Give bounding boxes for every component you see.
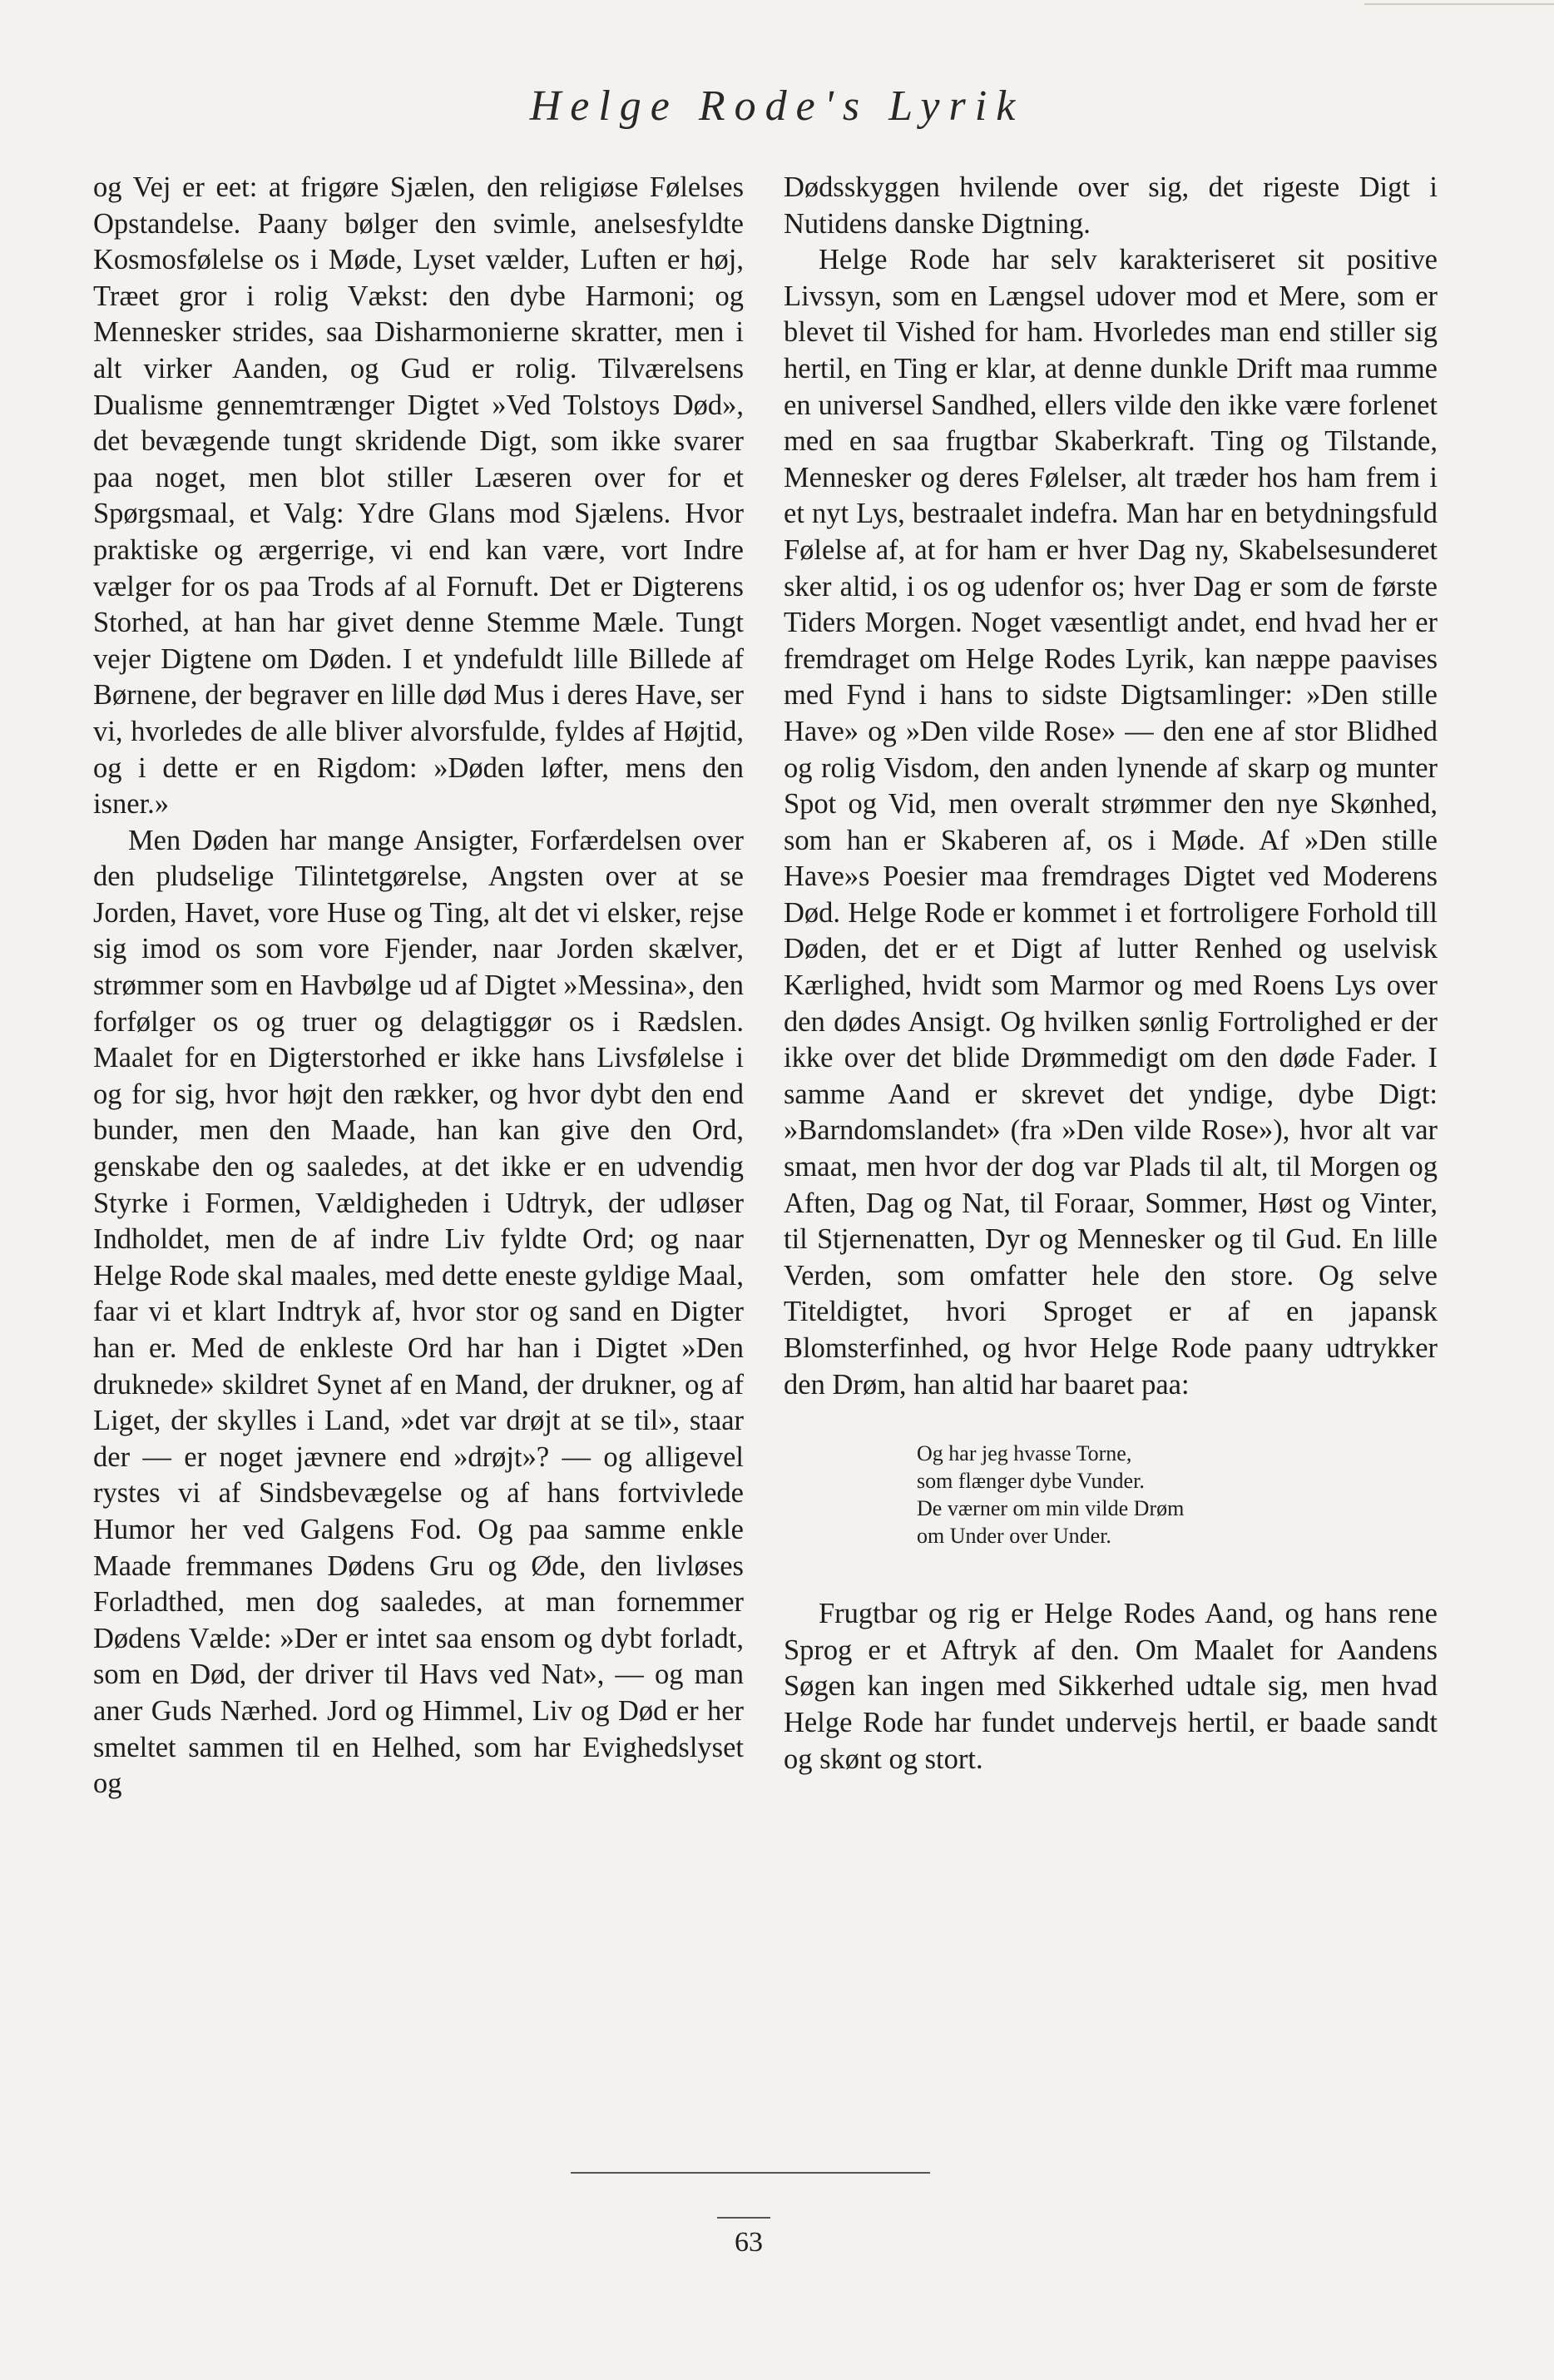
running-title: Helge Rode's Lyrik xyxy=(529,82,1025,130)
left-column xyxy=(93,170,744,1802)
poem-line: De værner om min vilde Drøm xyxy=(917,1496,1185,1521)
poem-line: Og har jeg hvasse Torne, xyxy=(917,1441,1132,1466)
page-number: 63 xyxy=(735,2227,763,2258)
body-paragraph: Men Døden har mange Ansigter, Forfærdelsen over den pludselige Tilintetgørelse, Angsten over at se Jorden, Havet, vore Huse og Ting, alt det vi elsker, rejse sig imod os som vore Fjender, naar Jorden skælver, strømmer som en Havbølge ud af Digtet »Messina», den forfølger os og truer og delagtiggør os i Rædslen. Maalet for en Digterstorhed er ikke hans Livsfølelse i og for sig, hvor højt den rækker, og hvor dybt den end bunder, men den Maade, han kan give den Ord, genskabe den og saaledes, at det ikke er en udvendig Styrke i Formen, Vældigheden i Udtryk, der udløser Indholdet, men de af indre Liv fyldte Ord; og naar Helge Rode skal maales, med dette eneste gyldige Maal, faar vi et klart Indtryk af, hvor stor og sand en Digter han er. Med de enkleste Ord har han i Digtet »Den druknede» skildret Synet af en Mand, der drukner, og af Liget, der skylles i Land, »det var drøjt at se til», staar der — er noget jævnere end »drøjt»? — og alligevel rystes vi af Sindsbevægelse og af hans fortvivlede Humor her ved Galgens Fod. Og paa samme enkle Maade fremmanes Dødens Gru og Øde, den livløses Forladthed, men dog saaledes, at man fornemmer Dødens Vælde: »Der er intet saa ensom og dybt forladt, som en Død, der driver til Havs ved Nat», — og man aner Guds Nærhed. Jord og Himmel, Liv og Død er her smeltet sammen til en Helhed, som har Evighedslyset og xyxy=(93,824,744,1800)
top-edge-rule xyxy=(1364,3,1554,5)
poem-line: om Under over Under. xyxy=(917,1524,1111,1549)
body-paragraph: Frugtbar og rig er Helge Rodes Aand, og hans rene Sprog er et Aftryk af den. Om Maalet for Aandens Søgen kan ingen med Sikkerhed udtale sig, men hvad Helge Rode har fundet undervejs hertil, er baade sandt og skønt og stort. xyxy=(784,1598,1438,1775)
footer-rule xyxy=(571,2172,930,2174)
body-paragraph: Dødsskyggen hvilende over sig, det rigeste Digt i Nutidens danske Digtning. xyxy=(784,171,1438,240)
poem-quote xyxy=(917,1440,1438,1549)
page-number-rule xyxy=(717,2217,770,2219)
body-paragraph: og Vej er eet: at frigøre Sjælen, den religiøse Følelses Opstandelse. Paany bølger den svimle, anelsesfyldte Kosmosfølelse os i Møde, Lyset vælder, Luften er høj, Træet gror i rolig Vækst: den dybe Harmoni; og Mennesker strides, saa Disharmonierne skratter, men i alt virker Aanden, og Gud er rolig. Tilværelsens Dualisme gennemtrænger Digtet »Ved Tolstoys Død», det bevægende tungt skridende Digt, som ikke svarer paa noget, men blot stiller Læseren over for et Spørgsmaal, et Valg: Ydre Glans mod Sjælens. Hvor praktiske og ærgerrige, vi end kan være, vort Indre vælger for os paa Trods af al Fornuft. Det er Digterens Storhed, at han har givet denne Stemme Mæle. Tungt vejer Digtene om Døden. I et yndefuldt lille Billede af Børnene, der begraver en lille død Mus i deres Have, ser vi, hvorledes de alle bliver alvorsfulde, fyldes af Højtid, og i dette er en Rigdom: »Døden løfter, mens den isner.» xyxy=(93,171,744,821)
body-paragraph: Helge Rode har selv karakteriseret sit positive Livssyn, som en Længsel udover mod et Mere, som er blevet til Vished for ham. Hvorledes man end stiller sig hertil, en Ting er klar, at denne dunkle Drift maa rumme en universel Sandhed, ellers vilde den ikke være forlenet med en saa frugtbar Skaberkraft. Ting og Tilstande, Mennesker og deres Følelser, alt træder hos ham frem i et nyt Lys, bestraalet indefra. Man har en betydningsfuld Følelse af, at for ham er hver Dag ny, Skabelsesunderet sker altid, i os og udenfor os; hver Dag er som de første Tiders Morgen. Noget væsentligt andet, end hvad her er fremdraget om Helge Rodes Lyrik, kan næppe paavises med Fynd i hans to sidste Digtsamlinger: »Den stille Have» og »Den vilde Rose» — den ene af stor Blidhed og rolig Visdom, den anden lynende af skarp og munter Spot og Vid, men overalt strømmer den nye Skønhed, som han er Skaberen af, os i Møde. Af »Den stille Have»s Poesier maa fremdrages Digtet ved Moderens Død. Helge Rode er kommet i et fortroligere Forhold till Døden, det er et Digt af lutter Renhed og uselvisk Kærlighed, hvidt som Marmor og med Roens Lys over den dødes Ansigt. Og hvilken sønlig Fortrolighed er der ikke over det blide Drømmedigt om den døde Fader. I samme Aand er skrevet det yndige, dybe Digt: »Barndomslandet» (fra »Den vilde Rose»), hvor alt var smaat, men hvor der dog var Plads til alt, til Morgen og Aften, Dag og Nat, til Foraar, Sommer, Høst og Vinter, til Stjernenatten, Dyr og Mennesker og til Gud. En lille Verden, som omfatter hele den store. Og selve Titeldigtet, hvori Sproget er af en japansk Blomsterfinhed, og hvor Helge Rode paany udtrykker den Drøm, han altid har baaret paa: xyxy=(784,244,1438,1401)
poem-line: som flænger dybe Vunder. xyxy=(917,1469,1145,1494)
right-column xyxy=(784,170,1438,1778)
